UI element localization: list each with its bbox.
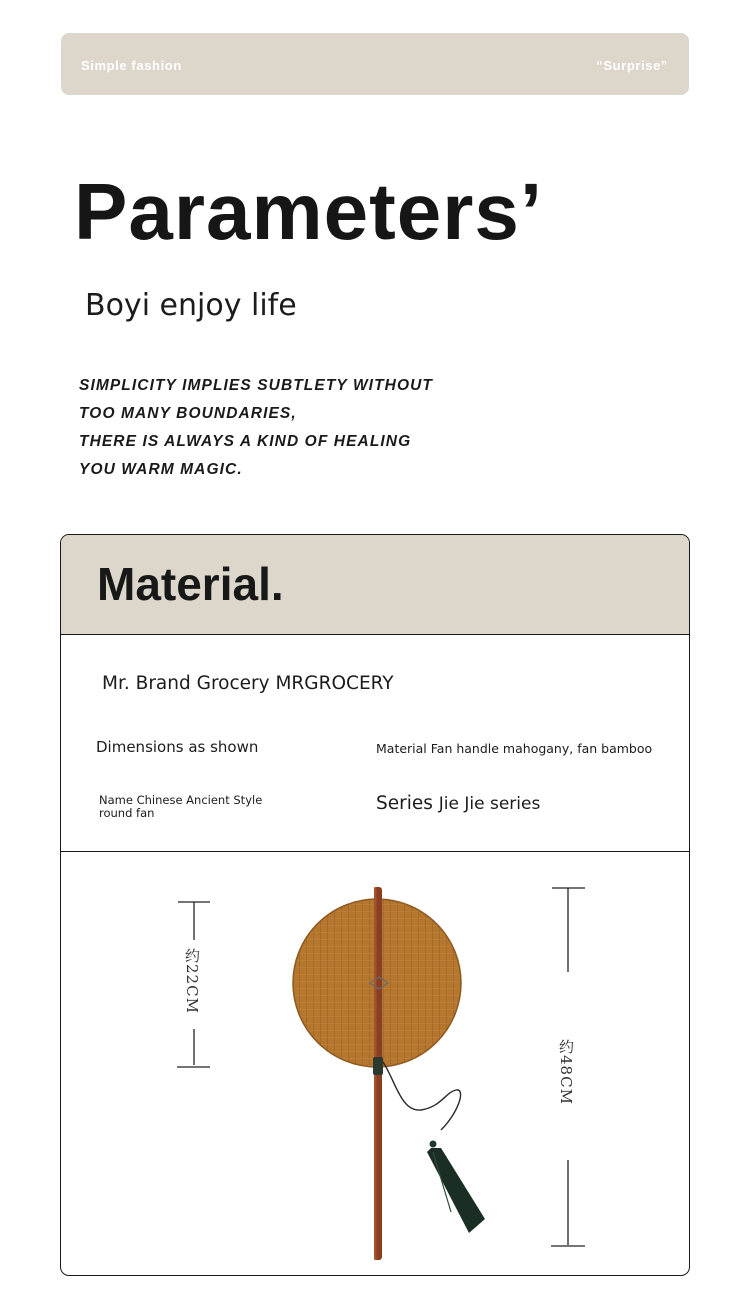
- top-banner: [61, 33, 689, 95]
- name-text: Name Chinese Ancient Style round fan: [99, 793, 263, 820]
- banner-right-text: “Surprise”: [596, 58, 668, 73]
- slogan-line: SIMPLICITY IMPLIES SUBTLETY WITHOUT: [79, 377, 433, 394]
- fan-tassel: [383, 1062, 485, 1233]
- product-info: [61, 635, 689, 852]
- series-label: Series: [376, 793, 433, 814]
- slogan-line: TOO MANY BOUNDARIES,: [79, 405, 297, 422]
- product-figure: [61, 852, 689, 1275]
- brand-text: Mr. Brand Grocery MRGROCERY: [102, 673, 394, 694]
- material-text: Material Fan handle mahogany, fan bamboo: [376, 741, 653, 756]
- dimensions-text: Dimensions as shown: [96, 738, 259, 756]
- page-subtitle: Boyi enjoy life: [85, 288, 297, 323]
- series-text: [376, 793, 540, 814]
- series-value: Jie Jie series: [438, 794, 541, 814]
- slogan-line: THERE IS ALWAYS A KIND OF HEALING: [79, 433, 412, 450]
- fan-width-label: 约22CM: [183, 948, 201, 1014]
- slogan-block: [79, 372, 433, 484]
- material-heading: Material.: [97, 558, 284, 610]
- page-title: Parameters’: [74, 167, 544, 256]
- fan-illustration: [61, 852, 689, 1275]
- slogan-line: YOU WARM MAGIC.: [79, 461, 243, 478]
- material-card: [60, 534, 690, 1276]
- banner-left-text: Simple fashion: [81, 58, 182, 73]
- material-header: [61, 535, 689, 635]
- total-length-label: 约48CM: [557, 1039, 575, 1105]
